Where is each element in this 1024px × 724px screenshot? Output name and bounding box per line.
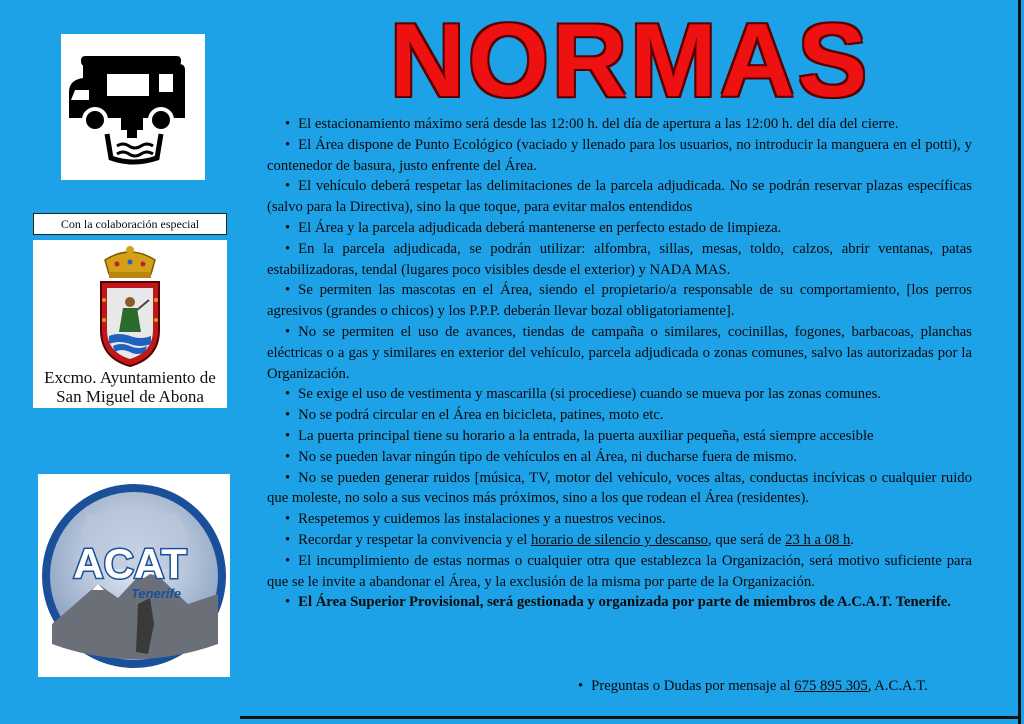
bullet: •	[285, 469, 291, 486]
contact-line	[578, 676, 958, 696]
page-title: NORMAS	[389, 3, 871, 119]
rule-text: No se podrá circular en el Área en bicicleta, patines, moto etc.	[298, 407, 664, 424]
rule-text: El Área dispone de Punto Ecológico (vaciado y llenado para los usuarios, no introducir la manguera en el potti), y contenedor de basura, justo enfrente del Área.	[267, 136, 972, 174]
rule-text: horario de silencio y descanso	[531, 531, 709, 548]
rule-item	[267, 468, 972, 510]
rule-item	[267, 509, 972, 530]
rule-text: El Área Superior Provisional, será gestionada y organizada por parte de miembros de A.C.A.T. Tenerife.	[298, 594, 951, 611]
bullet: •	[578, 678, 584, 694]
council-name-line1: Excmo. Ayuntamiento de	[44, 368, 216, 387]
rule-item	[267, 530, 972, 551]
rule-text: El Área y la parcela adjudicada deberá mantenerse en perfecto estado de limpieza.	[298, 219, 782, 236]
rule-item	[267, 551, 972, 593]
rule-text: No se permiten el uso de avances, tiendas de campaña o similares, cocinillas, fogones, barbacoas, planchas eléctricas o a gas y similares en exterior del vehículo, parcela adjudicada o zonas comunes, salvo las autorizadas por la Organización.	[267, 323, 972, 382]
acat-logo-text: ACAT	[73, 540, 187, 587]
rule-item	[267, 447, 972, 468]
bullet: •	[285, 116, 291, 132]
bullet: •	[285, 552, 291, 569]
bullet: •	[285, 448, 291, 465]
rule-item	[267, 592, 972, 613]
rule-item	[267, 384, 972, 405]
rules-list	[267, 114, 972, 613]
contact-suffix: , A.C.A.T.	[867, 678, 928, 694]
motorhome-area-sign-icon	[61, 34, 205, 180]
council-coat-of-arms	[33, 240, 227, 408]
rule-item	[267, 239, 972, 281]
bullet: •	[285, 178, 291, 195]
rule-item	[267, 218, 972, 239]
rule-item	[267, 135, 972, 177]
bullet: •	[285, 136, 291, 153]
rule-item	[267, 176, 972, 218]
acat-tenerife-logo	[38, 474, 230, 677]
rule-text: El vehículo deberá respetar las delimitaciones de la parcela adjudicada. No se podrán reservar plazas específicas (salvo para la Directiva), sino la que toque, para evitar malos entendidos	[267, 178, 972, 216]
rule-item	[267, 280, 972, 322]
rule-item	[267, 114, 972, 135]
rule-text: La puerta principal tiene su horario a la entrada, la puerta auxiliar pequeña, está siempre accesible	[298, 427, 874, 444]
rule-text: En la parcela adjudicada, se podrán utilizar: alfombra, sillas, mesas, toldo, calzos, abrir ventanas, patas estabilizadoras, tendal (lugares poco visibles desde el exterior) y NADA MAS.	[267, 240, 972, 278]
rule-item	[267, 322, 972, 384]
rule-text: Recordar y respetar la convivencia y el	[298, 531, 532, 548]
rule-text: Se permiten las mascotas en el Área, siendo el propietario/a responsable de su comportamiento, [los perros agresivos (grandes o chicos) y los P.P.P. deberán llevar bozal obligatoriamente].	[267, 282, 972, 320]
rule-text: .	[850, 531, 855, 548]
bullet: •	[285, 240, 291, 257]
rule-text: El estacionamiento máximo será desde las 12:00 h. del día de apertura a las 12:00 h. del día del cierre.	[298, 116, 899, 132]
bullet: •	[285, 594, 291, 611]
rule-text: No se pueden generar ruidos [música, TV, motor del vehículo, voces altas, conductas incívicas o cualquier ruido que moleste, no solo a sus vecinos más próximos, sino a los que rodean el Área (residentes).	[267, 469, 972, 507]
bullet: •	[285, 219, 291, 236]
bullet: •	[285, 427, 291, 444]
bullet: •	[285, 282, 291, 299]
rule-text: Se exige el uso de vestimenta y mascarilla (si procediese) cuando se mueva por las zonas comunes.	[298, 386, 881, 403]
council-name	[33, 368, 227, 406]
bullet: •	[285, 323, 291, 340]
rule-text: Respetemos y cuidemos las instalaciones y a nuestros vecinos.	[298, 511, 666, 528]
acat-logo-subtext: Tenerife	[130, 586, 182, 601]
collaboration-label: Con la colaboración especial	[33, 213, 227, 235]
rule-text: El incumplimiento de estas normas o cualquier otra que establezca la Organización, será motivo suficiente para que se le invite a abandonar el Área, y la exclusión de la misma por parte de la Organización.	[267, 552, 972, 590]
contact-phone: 675 895 305	[794, 678, 868, 694]
council-name-line2: San Miguel de Abona	[56, 387, 204, 406]
page-border-bottom	[240, 716, 1020, 719]
bullet: •	[285, 511, 291, 528]
rule-text: 23 h a 08 h	[785, 531, 851, 548]
coat-of-arms-icon	[33, 240, 227, 368]
rule-text: No se pueden lavar ningún tipo de vehículos en al Área, ni ducharse fuera de mismo.	[298, 448, 797, 465]
rule-item	[267, 405, 972, 426]
bullet: •	[285, 407, 291, 424]
contact-prefix: Preguntas o Dudas por mensaje al	[591, 678, 795, 694]
rule-text: , que será de	[708, 531, 786, 548]
rule-item	[267, 426, 972, 447]
bullet: •	[285, 386, 291, 403]
bullet: •	[285, 531, 291, 548]
